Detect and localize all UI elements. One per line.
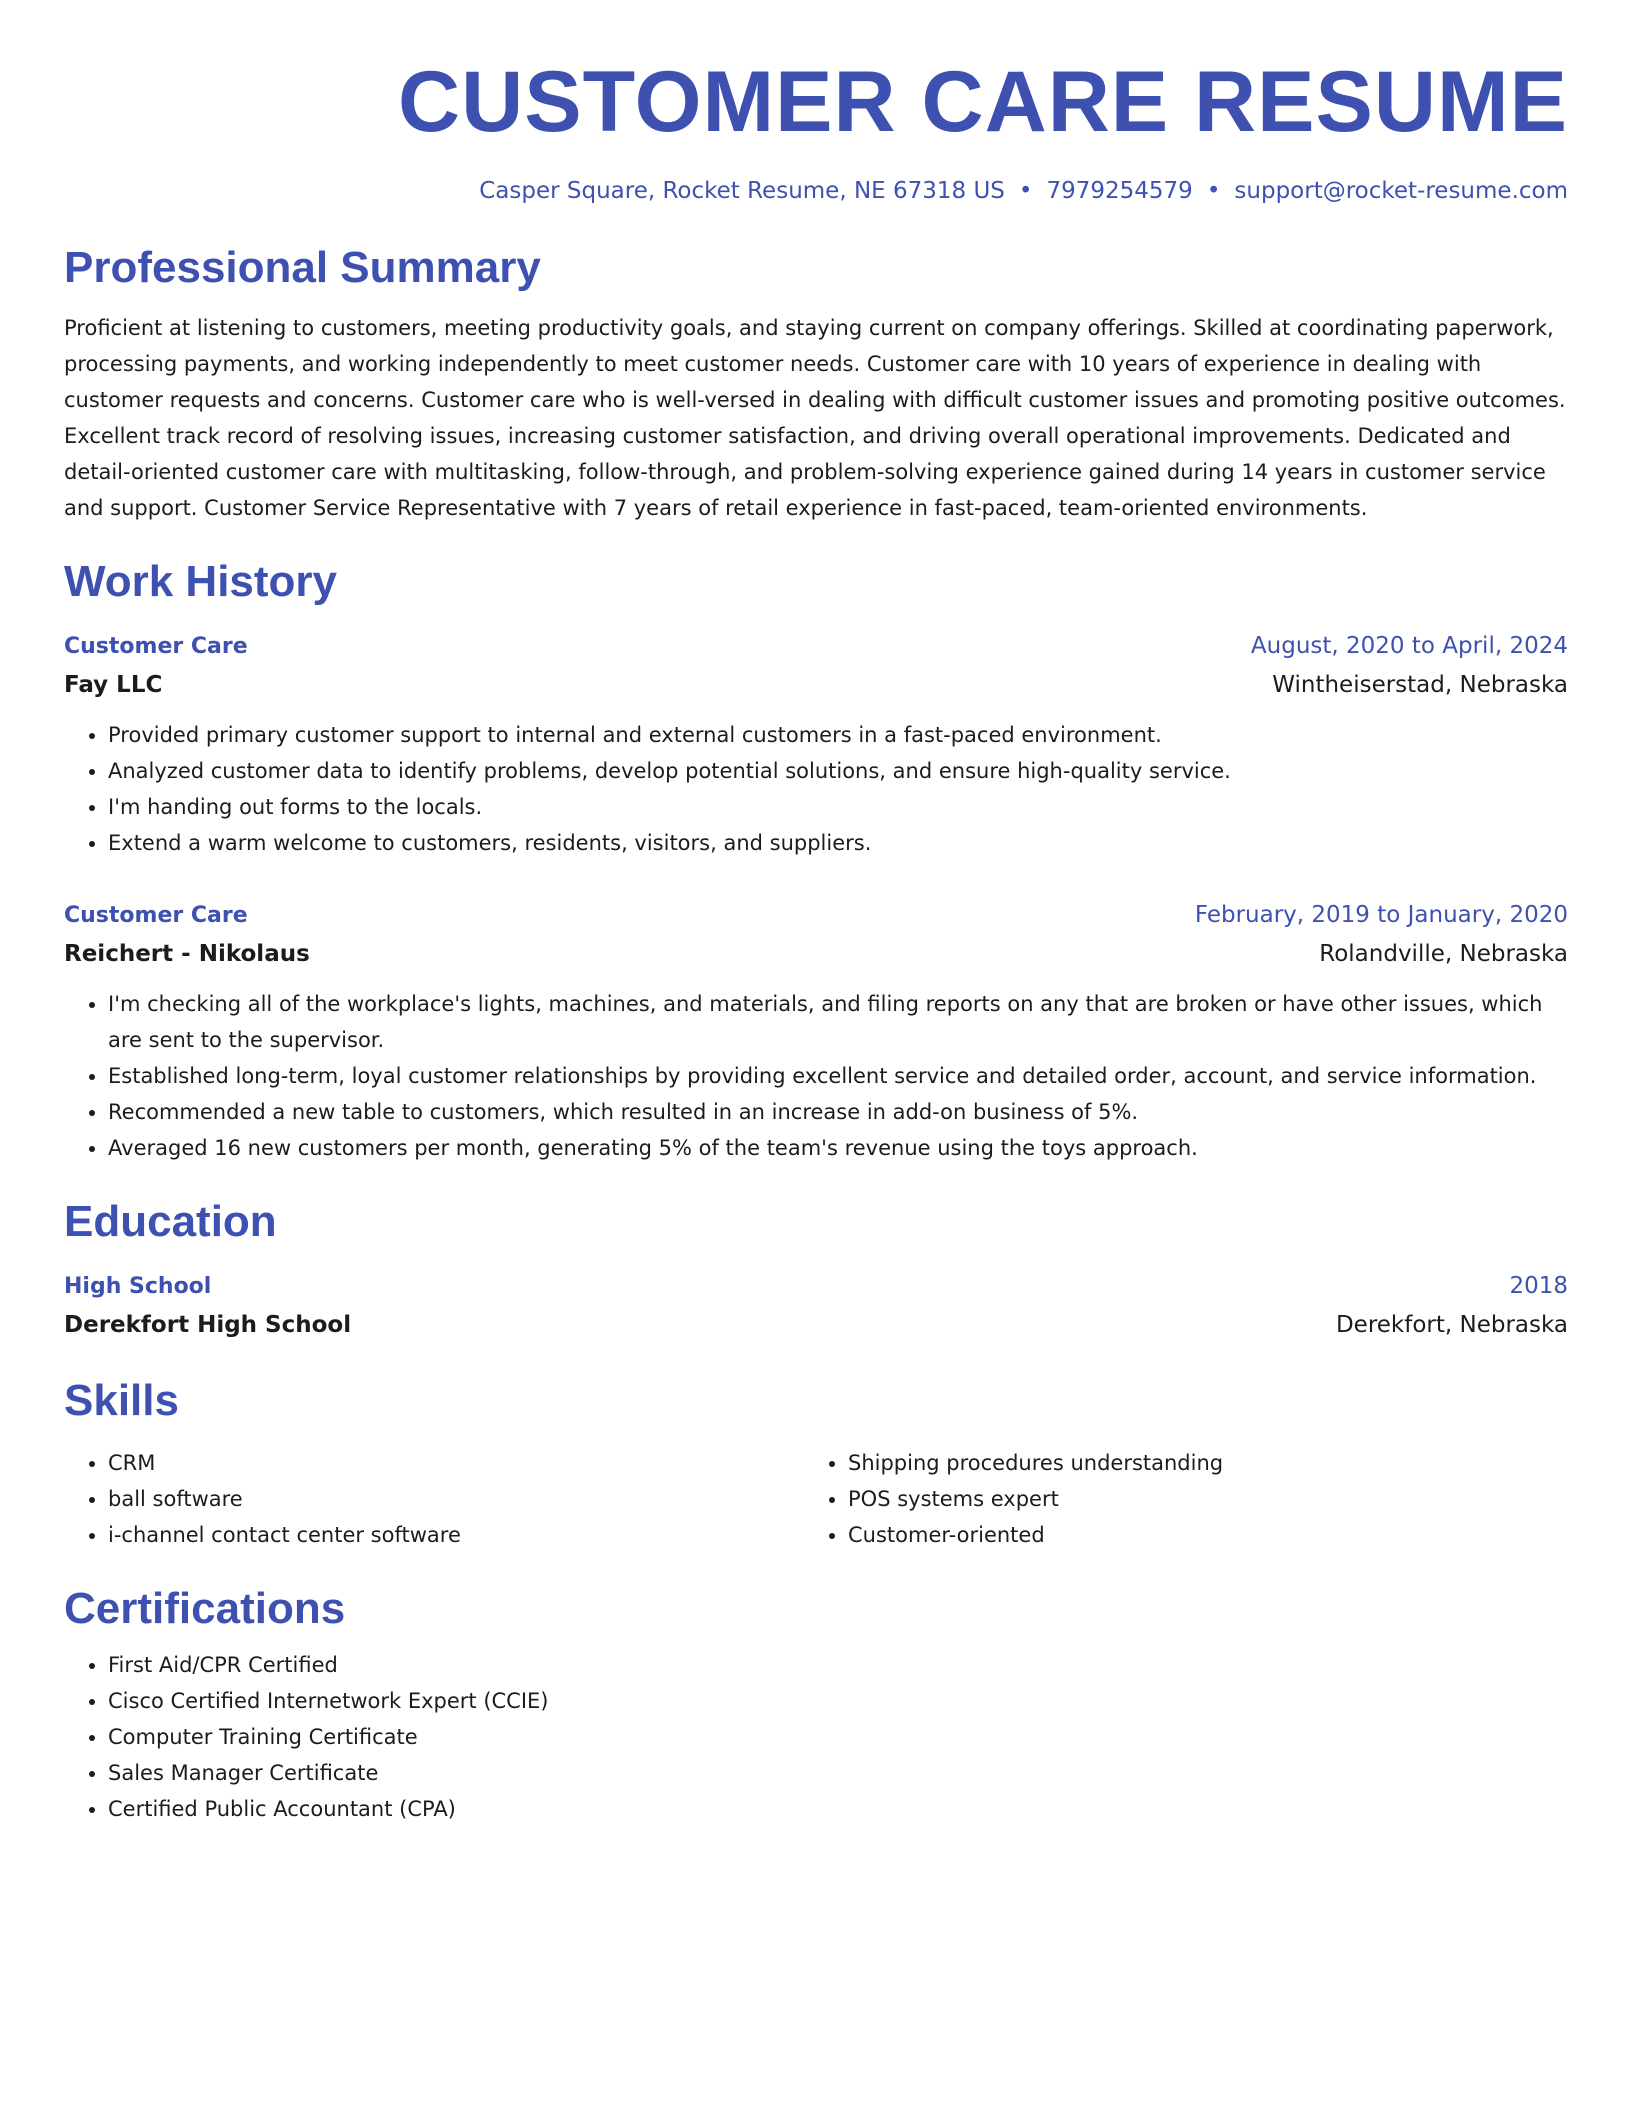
certifications-heading: Certifications [64,1584,346,1633]
skill-item: • Customer-oriented [848,1517,1223,1553]
job-role: Customer Care [64,903,248,928]
contact-email: support@rocket-resume.com [1234,178,1568,204]
certifications-list [64,1647,1568,1827]
education-degree: High School [64,1274,212,1299]
job-bullet: • I'm handing out forms to the locals. [108,789,1568,825]
contact-phone: 7979254579 [1046,178,1193,204]
job-dates: August, 2020 to April, 2024 [1250,633,1568,659]
skill-item: • CRM [108,1445,804,1481]
job-bullets [64,986,1568,1166]
contact-separator: • [1206,178,1221,204]
certification-item: • Sales Manager Certificate [108,1755,1568,1791]
job-company: Fay LLC [64,672,163,698]
certification-item: • Certified Public Accountant (CPA) [108,1791,1568,1827]
education-heading: Education [64,1197,277,1246]
job-bullet: • Provided primary customer support to internal and external customers in a fast-paced environment. [108,717,1568,753]
skill-item: • i-channel contact center software [108,1517,804,1553]
skills-heading: Skills [64,1376,179,1425]
education-year: 2018 [1509,1273,1568,1299]
contact-line [64,176,1568,206]
job-bullet: • Recommended a new table to customers, which resulted in an increase in add-on business of 5%. [108,1094,1568,1130]
education-location: Derekfort, Nebraska [1335,1312,1568,1338]
skills-column-left [64,1445,804,1553]
job-location: Wintheiserstad, Nebraska [1272,672,1568,698]
certification-item: • Computer Training Certificate [108,1719,1568,1755]
job-bullet: • Analyzed customer data to identify problems, develop potential solutions, and ensure high-quality service. [108,753,1568,789]
education-school: Derekfort High School [64,1312,352,1338]
job-bullet: • Extend a warm welcome to customers, residents, visitors, and suppliers. [108,825,1568,861]
skill-item: • ball software [108,1481,804,1517]
work-history-heading: Work History [64,557,338,606]
contact-separator: • [1018,178,1033,204]
job-dates: February, 2019 to January, 2020 [1194,902,1568,928]
certification-item: • First Aid/CPR Certified [108,1647,1568,1683]
job-bullets [64,717,1568,861]
skills-list [64,1445,1568,1553]
job-entry [64,897,1568,1166]
summary-heading: Professional Summary [64,243,541,292]
job-role: Customer Care [64,634,248,659]
job-entry [64,628,1568,861]
resume-header [64,0,1568,206]
job-location: Rolandville, Nebraska [1319,941,1568,967]
certification-item: • Cisco Certified Internetwork Expert (CCIE) [108,1683,1568,1719]
job-bullet: • Averaged 16 new customers per month, generating 5% of the team's revenue using the toys approach. [108,1130,1568,1166]
contact-address: Casper Square, Rocket Resume, NE 67318 US [479,178,1005,204]
skills-column-right [804,1445,1223,1553]
education-entry [64,1268,1568,1345]
job-bullet: • I'm checking all of the workplace's lights, machines, and materials, and filing reports on any that are broken or have other issues, which are sent to the supervisor. [108,986,1568,1058]
job-company: Reichert - Nikolaus [64,941,310,967]
skill-item: • Shipping procedures understanding [848,1445,1223,1481]
job-bullet: • Established long-term, loyal customer relationships by providing excellent service and detailed order, account, and service information. [108,1058,1568,1094]
resume-title: CUSTOMER CARE RESUME [398,54,1568,150]
skill-item: • POS systems expert [848,1481,1223,1517]
summary-text: Proficient at listening to customers, meeting productivity goals, and staying current on company offerings. Skilled at coordinating paperwork, processing payments, and working independently to meet customer needs. Customer care with 10 years of experience in dealing with customer requests and concerns. Customer care who is well-versed in dealing with difficult customer issues and promoting positive outcomes. Excellent track record of resolving issues, increasing customer satisfaction, and driving overall operational improvements. Dedicated and detail-oriented customer care with multitasking, follow-through, and problem-solving experience gained during 14 years in customer service and support. Customer Service Representative with 7 years of retail experience in fast-paced, team-oriented environments. [64,316,1566,520]
